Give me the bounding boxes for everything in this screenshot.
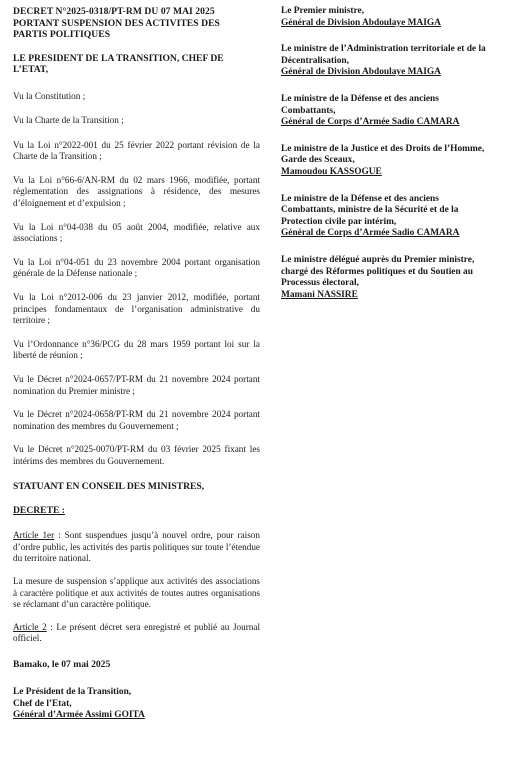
visa-decret-2024-0657: Vu le Décret n°2024-0657/PT-RM du 21 novembre 2024 portant nomination du Premier ministre ; <box>13 374 260 396</box>
countersign-role: Le ministre de l’Administration territoriale et de la Décentralisation, <box>281 44 486 66</box>
countersign-role: Le ministre de la Justice et des Droits de l’Homme, Garde des Sceaux, <box>281 143 485 166</box>
article-1 <box>13 530 260 565</box>
visa-loi-04-038: Vu la Loi n°04-038 du 05 août 2004, modifiée, relative aux associations ; <box>13 221 260 244</box>
president-heading-line-2: L’ETAT, <box>13 64 49 75</box>
countersign-administration-minister <box>281 44 494 79</box>
visa-loi-2012-006: Vu la Loi n°2012-006 du 23 janvier 2012, modifiée, portant principes fondamentaux de l’organisation administrative du territoire ; <box>13 292 260 326</box>
countersign-role: Le ministre délégué auprès du Premier ministre, chargé des Réformes politiques et du Soutien au Processus électoral, <box>281 254 475 289</box>
signatory-name: Général d’Armée Assimi GOITA <box>13 710 145 721</box>
countersign-defense-minister <box>281 94 494 129</box>
countersign-justice-minister <box>281 144 494 179</box>
article-1-text: : Sont suspendues jusqu’à nouvel ordre, pour raison d’ordre public, les activités des partis politiques sur toute l’étendue du territoire national. <box>13 530 260 564</box>
countersign-role: Le ministre de la Défense et des anciens Combattants, <box>281 93 439 116</box>
place-date: Bamako, le 07 mai 2025 <box>13 658 111 670</box>
decree-title-line-3: PARTIS POLITIQUES <box>13 29 111 40</box>
article-1-paragraph-2: La mesure de suspension s’applique aux activités des associations à caractère politique et aux activités de toutes autres organisations se réclamant d’un caractère politique. <box>13 575 260 610</box>
right-column <box>281 0 494 301</box>
statuant-heading: STATUANT EN CONSEIL DES MINISTRES, <box>13 480 205 492</box>
president-heading <box>13 53 260 76</box>
countersign-role: Le Premier ministre, <box>281 6 365 16</box>
article-2 <box>13 622 260 645</box>
signatory-title-line-2: Chef de l’Etat, <box>13 698 72 709</box>
decree-title <box>13 6 260 41</box>
visa-decret-2024-0658: Vu le Décret n°2024-0658/PT-RM du 21 novembre 2024 portant nomination des membres du Gouvernement ; <box>13 409 260 431</box>
visa-loi-2022-001: Vu la Loi n°2022-001 du 25 février 2022 portant révision de la Charte de la Transition ; <box>13 139 260 162</box>
left-column <box>13 0 260 722</box>
decree-title-line-1: DECRET N°2025-0318/PT-RM DU 07 MAI 2025 <box>13 6 215 17</box>
countersign-role: Le ministre de la Défense et des anciens Combattants, ministre de la Sécurité et de la Protection civile par intérim, <box>281 193 459 227</box>
president-heading-line-1: LE PRESIDENT DE LA TRANSITION, CHEF DE <box>13 52 224 64</box>
visa-ordonnance-36: Vu l’Ordonnance n°36/PCG du 28 mars 1959 portant loi sur la liberté de réunion ; <box>13 338 260 361</box>
countersign-name: Général de Division Abdoulaye MAIGA <box>281 67 441 78</box>
visa-charte: Vu la Charte de la Transition ; <box>13 115 124 126</box>
article-2-label: Article 2 <box>13 621 47 632</box>
signatory-title-line-1: Le Président de la Transition, <box>13 686 132 697</box>
decree-title-line-2: PORTANT SUSPENSION DES ACTIVITES DES <box>13 17 220 29</box>
decrete-heading: DECRETE : <box>13 505 65 517</box>
visa-loi-66-6: Vu la Loi n°66-6/AN-RM du 02 mars 1966, modifiée, portant réglementation des assignations à résidence, des mesures d’éloignement et d’expulsion ; <box>13 174 260 209</box>
countersign-prime-minister <box>281 6 494 29</box>
article-2-text: : Le présent décret sera enregistré et publié au Journal officiel. <box>13 621 260 644</box>
countersign-name: Mamani NASSIRE <box>281 289 358 300</box>
article-1-label: Article 1er <box>13 530 55 541</box>
visa-loi-04-051: Vu la Loi n°04-051 du 23 novembre 2004 portant organisation générale de la Défense nationale ; <box>13 256 260 279</box>
countersign-name: Général de Corps d’Armée Sadio CAMARA <box>281 228 460 239</box>
countersign-security-minister-interim <box>281 194 494 240</box>
countersign-name: Mamoudou KASSOGUE <box>281 166 382 177</box>
countersign-name: Général de Division Abdoulaye MAIGA <box>281 17 441 28</box>
visa-decret-2025-0070: Vu le Décret n°2025-0070/PT-RM du 03 février 2025 fixant les intérims des membres du Gouvernement. <box>13 444 260 466</box>
visa-constitution: Vu la Constitution ; <box>13 90 86 101</box>
countersign-reforms-minister <box>281 255 494 301</box>
president-signature-block <box>13 687 260 722</box>
countersign-name: Général de Corps d’Armée Sadio CAMARA <box>281 117 460 128</box>
